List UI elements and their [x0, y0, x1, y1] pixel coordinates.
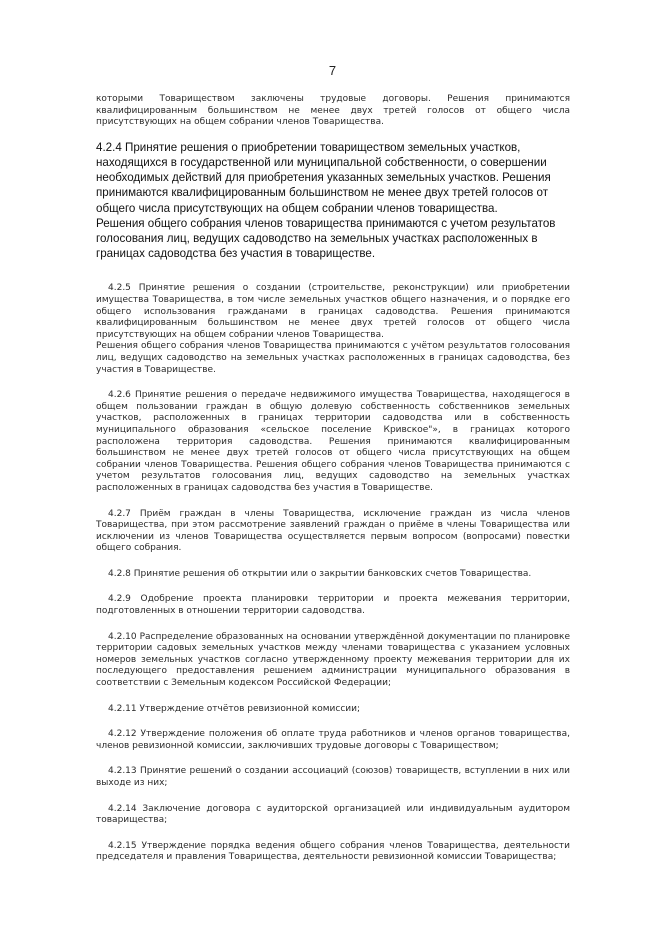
paragraph-4-2-6: 4.2.6 Принятие решения о передаче недвижимого имущества Товарищества, находящегося в общем пользовании граждан в общую долевую собственность собственников земельных участков, расположенных в границах территории садоводства или в собственность муниципального образования «сельское поселение Кривское"», в границах которого расположена территория садоводства. Решения принимаются квалифицированным большинством не менее двух третей голосов от общего числа присутствующих на общем собрании членов Товарищества. Решения общего собрания членов Товарищества принимаются с учетом результатов голосования лиц, ведущих садоводство на земельных участках расположенных в границах садоводства без участия в Товариществе. — [96, 390, 570, 493]
paragraph-4-2-11: 4.2.11 Утверждение отчётов ревизионной комиссии; — [108, 703, 361, 714]
paragraph-4-2-5: 4.2.5 Принятие решения о создании (строительстве, реконструкции) или приобретении имущества Товарищества, в том числе земельных участков общего назначения, и о порядке его общего использования гражданами в границах садоводства. Решения принимаются квалифицированным большинством не менее двух третей голосов от общего числа присутствующих на общем собрании членов Товарищества. — [96, 283, 570, 340]
paragraph-4-2-10: 4.2.10 Распределение образованных на основании утверждённой документации по планировке территории садовых земельных участков между членами товарищества с указанием условных номеров земельных участков согласно утвержденному проекту межевания территории для их последующего предоставления решением администрации муниципального образования в соответствии с Земельным кодексом Российской Федерации; — [96, 631, 570, 689]
paragraph-4-2-5-voting: Решения общего собрания членов Товарищества принимаются с учётом результатов голосования лиц, ведущих садоводство на земельных участках расположенных в границах садоводства, без участия в Товариществе. — [96, 341, 570, 375]
paragraph-4-2-9: 4.2.9 Одобрение проекта планировки территории и проекта межевания территории, подготовленных в отношении территории садоводства. — [96, 594, 570, 617]
paragraph-4-2-12: 4.2.12 Утверждение положения об оплате труда работников и членов органов товарищества, членов ревизионной комиссии, заключивших трудовые договоры с Товариществом; — [96, 729, 570, 751]
paragraph-4-2-8: 4.2.8 Принятие решения об открытии или о закрытии банковских счетов Товарищества. — [108, 568, 532, 579]
paragraph-4-2-4-voting: Решения общего собрания членов товарищества принимаются с учетом результатов голосования лиц, ведущих садоводство на земельных участках расположенных в границах садоводства без участия в товариществе. — [96, 216, 556, 261]
paragraph-4-2-14: 4.2.14 Заключение договора с аудиторской организацией или индивидуальным аудитором товарищества; — [96, 803, 570, 826]
paragraph-4-2-15: 4.2.15 Утверждение порядка ведения общего собрания членов Товарищества, деятельности председателя и правления Товарищества, деятельности ревизионной комиссии Товарищества; — [96, 840, 570, 863]
paragraph-4-2-4: 4.2.4 Принятие решения о приобретении товариществом земельных участков, находящихся в государственной или муниципальной собственности, о совершении необходимых действий для приобретения указанных земельных участков. Решения принимаются квалифицированным большинством не менее двух третей голосов от общего числа присутствующих на общем собрании членов товарищества. — [96, 140, 551, 215]
page-content — [96, 94, 570, 878]
paragraph-4-2-13: 4.2.13 Принятие решений о создании ассоциаций (союзов) товариществ, вступлении в них или выходе из них; — [96, 766, 570, 788]
paragraph-intro: которыми Товариществом заключены трудовые договоры. Решения принимаются квалифицированным большинством не менее двух третей голосов от общего числа присутствующих на общем собрании членов Товарищества. — [96, 94, 570, 128]
paragraph-4-2-7: 4.2.7 Приём граждан в члены Товарищества, исключение граждан из числа членов Товарищества, при этом рассмотрение заявлений граждан о приёме в члены Товарищества или исключении из членов Товарищества осуществляется первым вопросом (вопросами) повестки общего собрания. — [96, 508, 570, 554]
page-number: 7 — [328, 63, 337, 78]
